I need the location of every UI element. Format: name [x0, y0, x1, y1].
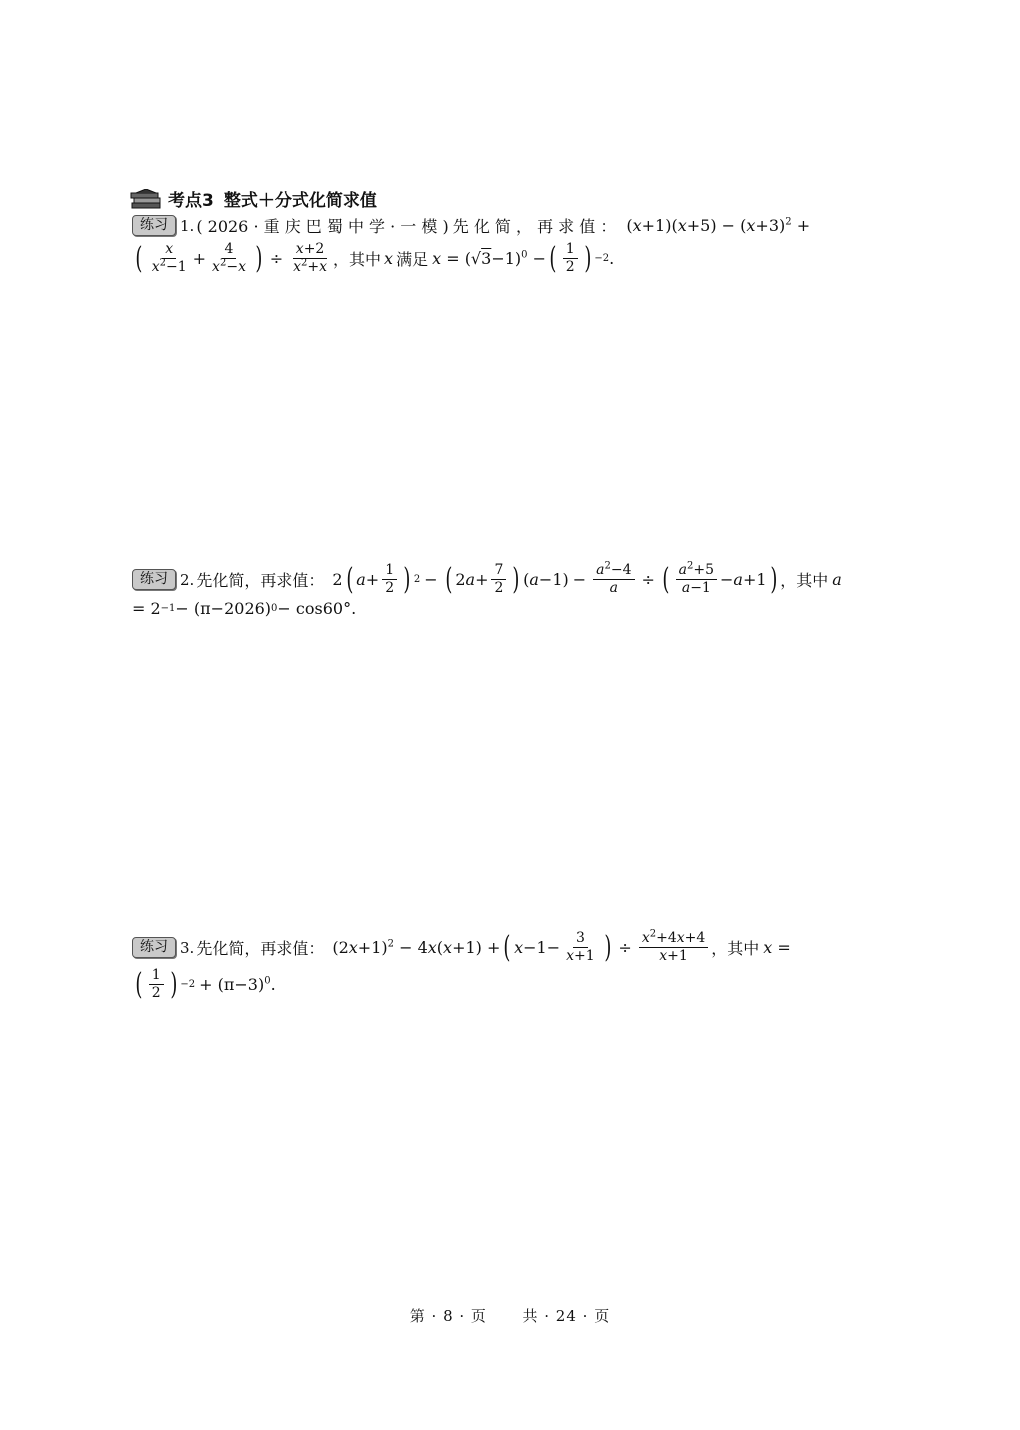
section-title: 整式＋分式化简求值 [223, 191, 377, 211]
question-3: 练习 3. 先化简，再求值： $(2x+1)^2 - 4x(x+1)$ + ( x −1− $\frac{3}{x+1}$ ) ÷ $\frac{x^2+4x+4}{x+1}$ ，其中 x = ( $\frac{1}{2}$ ) −2 + $(\pi-3)^0$. [132, 930, 892, 1002]
practice-badge: 练习 [132, 937, 176, 958]
condition-expression: ( $\frac{1}{2}$ ) −2 + $(\pi-3)^0$. [135, 966, 276, 1002]
practice-badge: 练习 [132, 569, 176, 590]
fraction: $\frac{x}{x^2-1}$ [151, 241, 187, 275]
condition-expression: = 2 −1 − (π−2026) 0 − cos60°. [132, 599, 357, 618]
question-prompt: 先化简，再求值： [196, 939, 325, 958]
question-source: ( 2026 · 重 庆 巴 蜀 中 学 · 一 模 ) [196, 217, 449, 236]
condition-text-2: 满足 [396, 250, 429, 269]
page-total: 共 · 24 · 页 [522, 1307, 611, 1325]
question-1: 练习 1. ( 2026 · 重 庆 巴 蜀 中 学 · 一 模 ) 先 化 简 ， 再 求 值 ： $(x+1)(x+5) - (x+3)^2$ + ( $\frac{x}{x^2-1}$ + $\frac{4}{x^2-x}$ ) ÷ $\frac{x+2}{x^2+x}$ ，其中 x 满足 $x = (√3-1)^0$ − ( $\frac{1}{2}$ ) −2 . [132, 214, 892, 276]
condition-text: ，其中 [333, 250, 382, 269]
fraction: $\frac{4}{x^2-x}$ [212, 241, 246, 275]
section-heading [130, 186, 377, 211]
practice-badge: 练习 [132, 215, 176, 236]
question-number: 1. [180, 216, 195, 235]
fraction: $\frac{x+2}{x^2+x}$ [293, 241, 328, 275]
question-number: 3. [180, 938, 195, 957]
expression-part-1: $(x+1)(x+5) - (x+3)^2$ + [626, 216, 811, 235]
page-footer [0, 1305, 1020, 1326]
question-prompt: 先 化 简 ， 再 求 值 ： [452, 217, 617, 236]
section-label: 考点3 [168, 191, 214, 211]
page-number: 第 · 8 · 页 [409, 1307, 487, 1325]
condition-text: ，其中 [780, 571, 829, 590]
books-icon [130, 189, 164, 209]
question-number: 2. [180, 570, 195, 589]
question-2: 练习 2. 先化简，再求值： 2 ( a + $\frac{1}{2}$ ) 2 − ( 2 a + $\frac{7}{2}$ ) ( a −1) − $\frac{a^2-4}{a}$ ÷ ( $\frac{a^2+5}{a-1}$ − a +1 ) ，其中 a = 2 −1 − (π−2026) 0 − cos60°. [132, 562, 892, 618]
question-prompt: 先化简，再求值： [196, 571, 325, 590]
condition-text: ，其中 [711, 939, 760, 958]
